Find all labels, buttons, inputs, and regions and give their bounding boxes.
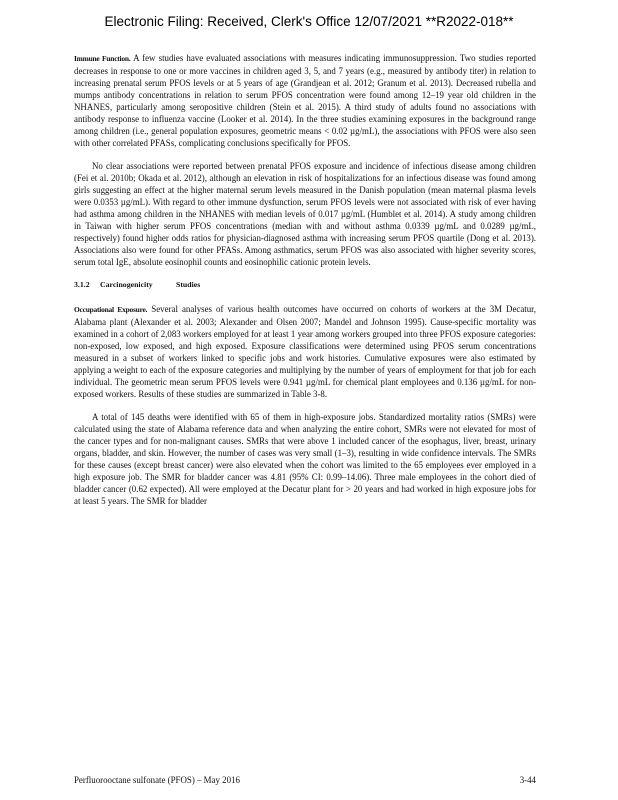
run-in-heading-occupational: Occupational Exposure. [74,305,148,314]
footer-document-title: Perfluorooctane sulfonate (PFOS) – May 2016 [74,775,240,785]
section-title-carcinogenicity: Carcinogenicity [100,280,153,289]
paragraph-immune-function [74,52,536,149]
document-body [74,52,536,518]
section-heading [74,279,536,291]
section-number: 3.1.2 [74,280,90,289]
footer-page-number: 3-44 [519,775,536,785]
paragraph-deaths: A total of 145 deaths were identified with 65 of them in high-exposure jobs. Standardized mortality ratios (SMRs) were calculated using the state of Alabama reference data and when analyzing the entire cohort, SMRs were not elevated for most of the cancer types and for non-malignant causes. SMRs that were above 1 included cancer of the esophagus, liver, breast, urinary organs, bladder, and skin. However, the number of cases was very small (1–3), resulting in wide confidence intervals. The SMRs for these causes (except breast cancer) were also elevated when the cohort was limited to the 65 employees ever employed in a high exposure job. The SMR for bladder cancer was 4.81 (95% CI: 0.99–14.06). Three male employees in the cohort died of bladder cancer (0.62 expected). All were employed at the Decatur plant for > 20 years and had worked in high exposure jobs for at least 5 years. The SMR for bladder [74,412,536,506]
paragraph-infectious-disease: No clear associations were reported between prenatal PFOS exposure and incidence of infectious disease among children (Fei et al. 2010b; Okada et al. 2012), although an elevation in risk of hospitalizations for an infectious disease was found among girls suggesting an effect at the higher maternal serum levels measured in the Danish population (mean maternal plasma levels were 0.0353 µg/mL). With regard to other immune dysfunction, serum PFOS levels were not associated with risk of ever having had asthma among children in the NHANES with median levels of 0.017 µg/mL (Humblet et al. 2014). A study among children in Taiwan with higher serum PFOS concentrations (median with and without asthma 0.0339 µg/mL and 0.0289 µg/mL, respectively) found higher odds ratios for physician-diagnosed asthma with increasing serum PFOS quartile (Dong et al. 2013). Associations also were found for other PFASs. Among asthmatics, serum PFOS was also associated with higher severity scores, serum total IgE, absolute eosinophil counts and eosinophilic cationic protein levels. [74,161,536,267]
page-footer [74,775,536,785]
paragraph-occupational-exposure [74,303,536,400]
run-in-heading-immune: Immune Function. [74,54,131,63]
filing-stamp-header: Electronic Filing: Received, Clerk's Office 12/07/2021 **R2022-018** [104,14,514,29]
paragraph-occupational-text: Several analyses of various health outcomes have occurred on cohorts of workers at the 3M Decatur, Alabama plant (Alexander et al. 2003; Alexander and Olsen 2007; Mandel and Johnson 1995). Cause-specific mortality was examined in a cohort of 2,083 workers employed for at least 1 year among workers grouped into three PFOS exposure categories: non-exposed, low exposed, and high exposed. Exposure classifications were determined using PFOS serum concentrations measured in a subset of workers linked to specific jobs and work histories. Cumulative exposures were also estimated by applying a weight to each of the exposure categories and multiplying by the number of years of employment for that job for each individual. The geometric mean serum PFOS levels were 0.941 µg/mL for chemical plant employees and 0.136 µg/mL for non-exposed workers. Results of these studies are summarized in Table 3-8. [74,304,537,399]
paragraph-immune-text: A few studies have evaluated associations with measures indicating immunosuppression. Two studies reported decreases in response to one or more vaccines in children aged 3, 5, and 7 years (e.g., measured by antibody titer) in relation to increasing prenatal serum PFOS levels or at 5 years of age (Grandjean et al. 2012; Granum et al. 2013). Decreased rubella and mumps antibody concentrations in relation to serum PFOS concentration were found among 12–19 year old children in the NHANES, particularly among seropositive children (Stein et al. 2015). A third study of adults found no associations with antibody response to influenza vaccine (Looker et al. 2014). In the three studies examining exposures in the background range among children (i.e., general population exposures, geometric means < 0.02 µg/mL), the associations with PFOS were also seen with other correlated PFASs, complicating conclusions specifically for PFOS. [74,53,536,148]
section-title-studies: Studies [176,280,201,289]
